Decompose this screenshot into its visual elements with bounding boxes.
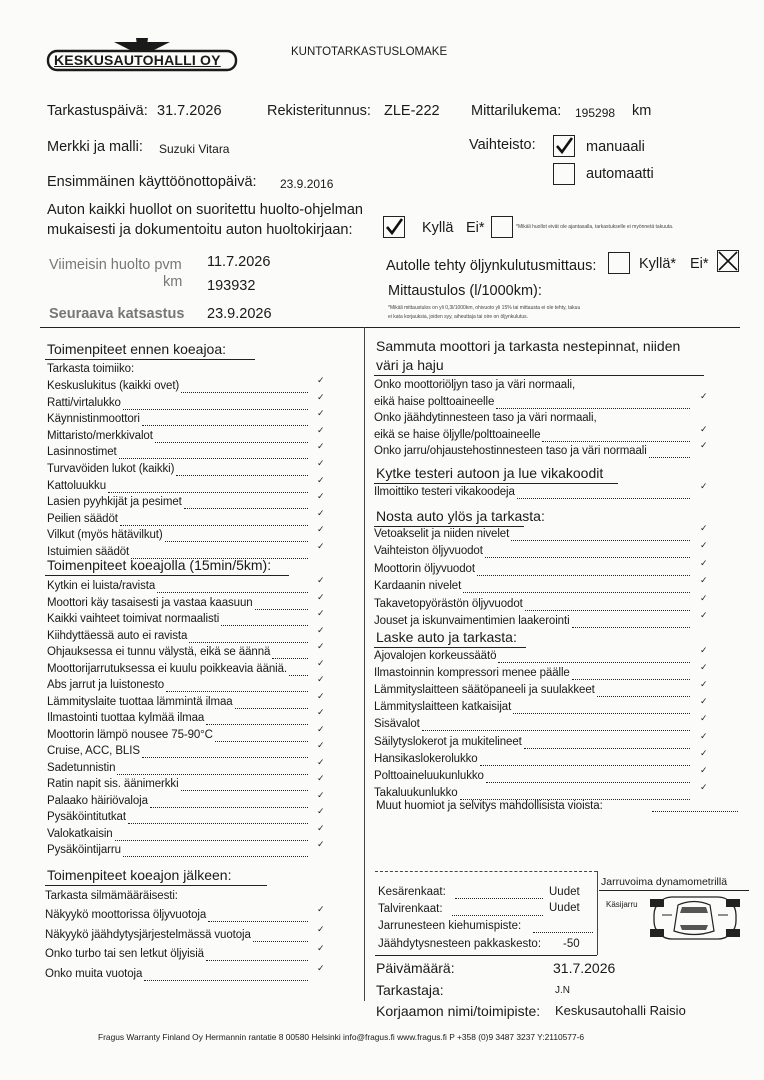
dot-leader [289, 675, 308, 676]
gearbox-auto-label: automaatti [586, 166, 654, 182]
dot-leader [485, 557, 690, 558]
service-question-line1: Auton kaikki huollot on suoritettu huolto-ohjelman [47, 202, 363, 218]
section-tester-underline [374, 483, 618, 484]
checklist-item: Ilmoittiko testeri vikakoodeja [374, 486, 515, 498]
section-lift-underline [374, 526, 524, 527]
section-during-drive: Toimenpiteet koeajolla (15min/5km): [47, 557, 272, 573]
checklist-item: Turvavöiden lukot (kaikki) [47, 463, 175, 475]
checkmark-icon: ✓ [317, 789, 325, 800]
checklist-item: Sisävalot [374, 718, 420, 731]
checkmark-icon: ✓ [317, 474, 325, 485]
dot-leader [572, 679, 690, 680]
checkmark-icon: ✓ [700, 592, 708, 603]
service-note: *Mikäli huollot eivät ole ajantasalla, tarkastukselle ei myönnetä takuuta. [516, 224, 674, 230]
dot-leader [120, 525, 308, 526]
section-during-drive-underline [45, 575, 289, 576]
section-after-drive-underline [45, 885, 267, 886]
dot-leader [253, 941, 308, 942]
dot-leader [235, 708, 308, 709]
tyre-block-right-rule [597, 871, 598, 955]
service-no-checkbox[interactable] [491, 216, 513, 238]
handbrake-label: Käsijarru [606, 900, 638, 909]
checkmark-icon: ✓ [317, 657, 325, 668]
checkmark-icon: ✓ [317, 575, 325, 585]
dot-leader [649, 457, 690, 458]
checklist-item: Ratin napit sis. äänimerkki [47, 778, 179, 790]
dot-leader [123, 856, 308, 857]
checklist-item: Jouset ja iskunvaimentimien laakerointi [374, 615, 570, 627]
service-yes-checkbox[interactable] [383, 216, 405, 238]
checkmark-icon: ✓ [317, 923, 325, 934]
checkmark-icon [384, 217, 404, 237]
dot-leader [123, 409, 308, 410]
checkmark-icon: ✓ [700, 679, 708, 690]
dot-leader [477, 575, 690, 576]
dot-leader [208, 921, 308, 922]
checklist-item: Onko jäähdytinnesteen taso ja väri normaali, [374, 412, 597, 424]
inspector-label: Tarkastaja: [376, 982, 444, 998]
last-service-km-label: km [163, 274, 183, 290]
checkmark-icon: ✓ [700, 696, 708, 707]
checklist-item: Hansikaslokerolukko [374, 752, 478, 765]
dot-leader [206, 724, 308, 725]
checkmark-icon: ✓ [317, 424, 325, 435]
checkmark-icon: ✓ [317, 773, 325, 783]
dot-leader [150, 807, 308, 808]
summer-tyres-value: Uudet [549, 886, 580, 898]
checklist-item: Kytkin ei luista/ravista [47, 580, 156, 592]
dot-leader [221, 625, 308, 626]
checklist-item: Moottori käy tasaisesti ja vastaa kaasuun [47, 596, 253, 609]
dot-leader [255, 609, 308, 610]
oil-yes-checkbox[interactable] [608, 252, 630, 274]
section-lift: Nosta auto ylös ja tarkasta: [376, 508, 545, 524]
coolant-value: -50 [563, 938, 580, 950]
dot-leader [525, 610, 690, 611]
dot-leader [115, 840, 308, 841]
checklist-item: eikä se haise öljylle/polttoaineelle [374, 428, 541, 441]
dot-leader [166, 691, 308, 692]
section-before-drive: Toimenpiteet ennen koeajoa: [47, 341, 227, 357]
checkmark-icon: ✓ [700, 662, 708, 673]
oil-no-label: Ei* [690, 256, 709, 272]
dot-leader [176, 475, 308, 476]
checkmark-icon: ✓ [317, 943, 325, 953]
inspection-date-value: 31.7.2026 [157, 103, 222, 119]
checklist-item: Moottorin lämpö nousee 75-90°C [47, 728, 213, 741]
checkmark-icon: ✓ [317, 756, 325, 767]
checklist-item: Sadetunnistin [47, 761, 116, 774]
checkmark-icon: ✓ [700, 557, 708, 568]
checkmark-icon: ✓ [317, 723, 325, 734]
last-service-label: Viimeisin huolto pvm [49, 257, 182, 273]
coolant-label: Jäähdytysnesteen pakkaskesto: [378, 938, 542, 950]
checklist-item: Näkyykö jäähdytysjärjestelmässä vuotoja [45, 928, 251, 941]
checklist-item: Kattoluukku [47, 479, 106, 492]
dot-leader [189, 642, 308, 643]
registration-value: ZLE-222 [384, 103, 440, 119]
checklist-item: Lämmityslaite tuottaa lämmintä ilmaa [47, 695, 233, 708]
checklist-item: Onko muita vuotoja [45, 967, 143, 980]
checklist-item: Polttoaineluukunlukko [374, 769, 484, 782]
dot-leader [155, 442, 308, 443]
checkmark-icon: ✓ [317, 408, 325, 419]
dot-leader [422, 730, 690, 731]
column-divider [364, 327, 365, 1001]
section-after-drive: Toimenpiteet koeajon jälkeen: [47, 867, 232, 883]
last-service-km-value: 193932 [207, 278, 256, 294]
checkmark-icon: ✓ [700, 440, 708, 450]
dot-leader [157, 592, 308, 593]
first-registration-value: 23.9.2016 [280, 177, 334, 191]
inspection-date-label: Tarkastuspäivä: [47, 103, 148, 119]
misc-notes-label: Muut huomiot ja selvitys mahdollisista vioista: [376, 800, 603, 812]
checklist-item: Vetoakselit ja niiden nivelet [374, 528, 510, 540]
checklist-item: Kaikki vaihteet toimivat normaalisti [47, 613, 220, 625]
sign-date-value: 31.7.2026 [553, 960, 616, 976]
dot-leader [542, 441, 690, 442]
misc-notes-dots [652, 811, 738, 812]
checkmark-icon: ✓ [317, 707, 325, 717]
checkmark-icon: ✓ [317, 624, 325, 635]
next-inspection-label: Seuraava katsastus [49, 306, 185, 322]
winter-tyres-dots [452, 915, 543, 916]
section-lower: Laske auto ja tarkasta: [376, 629, 517, 645]
checkmark-icon: ✓ [317, 441, 325, 452]
service-no-label: Ei* [466, 220, 485, 236]
checkmark-icon: ✓ [700, 423, 708, 434]
summer-tyres-dots [455, 898, 543, 899]
first-registration-label: Ensimmäinen käyttöönottopäivä: [47, 174, 257, 190]
dot-leader [165, 541, 308, 542]
checkmark-icon: ✓ [700, 481, 708, 491]
gearbox-manual-label: manuaali [586, 139, 645, 155]
checklist-item: Peilien säädöt [47, 512, 118, 525]
checklist-item: Ratti/virtalukko [47, 396, 121, 409]
section-divider [40, 327, 740, 328]
checkmark-icon: ✓ [317, 806, 325, 816]
dot-leader [511, 540, 690, 541]
checkmark-icon: ✓ [317, 822, 325, 833]
checklist-item: Cruise, ACC, BLIS [47, 745, 140, 757]
checkmark-icon: ✓ [317, 507, 325, 518]
registration-label: Rekisteritunnus: [267, 103, 371, 119]
service-yes-label: Kyllä [422, 220, 454, 236]
sign-date-label: Päivämäärä: [376, 960, 455, 976]
checklist-item: Takavetopyörästön öljyvuodot [374, 597, 523, 610]
make-model-label: Merkki ja malli: [47, 139, 143, 155]
dot-leader [272, 658, 308, 659]
checkmark-icon: ✓ [317, 391, 325, 402]
odometer-value: 195298 [575, 106, 616, 120]
dot-leader [117, 774, 308, 775]
checklist-item: Ilmastoinnin kompressori menee päälle [374, 667, 570, 680]
checkmark-icon: ✓ [317, 904, 325, 914]
checklist-item: Kardaanin nivelet [374, 580, 462, 593]
checklist-item: Vilkut (myös hätävilkut) [47, 529, 163, 542]
checkmark-icon: ✓ [317, 591, 325, 602]
dot-leader [144, 980, 308, 981]
odometer-unit: km [632, 103, 652, 119]
checklist-item: Mittaristo/merkkivalot [47, 429, 153, 442]
gearbox-label: Vaihteisto: [469, 137, 536, 153]
checklist-item: Ohjauksessa ei tunnu välystä, eikä se äännä [47, 646, 271, 658]
checkmark-icon: ✓ [317, 740, 325, 750]
checklist-item: Ilmastointi tuottaa kylmää ilmaa [47, 712, 205, 724]
dot-leader [572, 627, 690, 628]
last-service-date: 11.7.2026 [207, 254, 271, 270]
checklist-item: Onko jarru/ohjaustehostinnesteen taso ja väri normaali [374, 445, 647, 457]
dynamometer-title: Jarruvoima dynamometrillä [601, 876, 728, 888]
checkmark-icon: ✓ [317, 962, 325, 973]
dot-leader [513, 713, 690, 714]
before-drive-subtitle: Tarkasta toimiiko: [47, 363, 135, 375]
checklist-item: Keskuslukitus (kaikki ovet) [47, 380, 180, 392]
checkmark-icon: ✓ [700, 730, 708, 741]
summer-tyres-label: Kesärenkaat: [378, 886, 446, 898]
oil-note-line1: *Mikäli mittaustulos on yli 0,3l/1000km, ohivuoto yli 15% tai mittausta ei ole tehty, takuu [388, 305, 581, 311]
section-fluids-title-line1: Sammuta moottori ja tarkasta nestepinnat, niiden [376, 338, 681, 354]
checklist-item: Säilytyslokerot ja mukitelineet [374, 735, 522, 748]
next-inspection-value: 23.9.2026 [207, 306, 272, 322]
dot-leader [119, 458, 308, 459]
checklist-item: Kiihdyttäessä auto ei ravista [47, 629, 188, 642]
checkmark-icon: ✓ [700, 575, 708, 586]
dot-leader [463, 592, 690, 593]
checklist-item: Pysäköintijarru [47, 844, 121, 856]
brake-fluid-dots [533, 932, 593, 933]
dot-leader [496, 408, 690, 409]
section-fluids-underline [374, 375, 704, 376]
checklist-item: Valokatkaisin [47, 827, 113, 840]
form-title: KUNTOTARKASTUSLOMAKE [291, 46, 448, 58]
checklist-item: Moottorijarrutuksessa ei kuulu poikkeavia ääniä. [47, 662, 288, 675]
checklist-item: Lasien pyyhkijät ja pesimet [47, 496, 182, 509]
oil-no-checkbox[interactable] [717, 250, 739, 272]
checkmark-icon: ✓ [317, 674, 325, 684]
page-footer: Fragus Warranty Finland Oy Hermannin rantatie 8 00580 Helsinki info@fragus.fi www.fragus.fi P +358 (0)9 3487 3237 Y:2110577-6 [98, 1032, 585, 1042]
dot-leader [498, 662, 690, 663]
dot-leader [108, 492, 308, 493]
odometer-label: Mittarilukema: [471, 103, 562, 119]
checkmark-icon: ✓ [317, 541, 325, 551]
checklist-item: Onko turbo tai sen letkut öljyisiä [45, 948, 204, 960]
dot-leader [215, 741, 308, 742]
dot-leader [517, 498, 690, 499]
checkmark-icon: ✓ [700, 645, 708, 655]
logo-text: KESKUSAUTOHALLI OY [54, 52, 221, 68]
checkmark-icon: ✓ [700, 523, 708, 533]
workshop-label: Korjaamon nimi/toimipiste: [376, 1003, 541, 1019]
checkmark-icon: ✓ [317, 608, 325, 618]
checkmark-icon: ✓ [700, 747, 708, 758]
checkmark-icon: ✓ [700, 540, 708, 551]
workshop-value: Keskusautohalli Raisio [555, 1003, 686, 1018]
dot-leader [480, 765, 690, 766]
section-tester: Kytke testeri autoon ja lue vikakoodit [376, 465, 604, 481]
brake-fluid-label: Jarrunesteen kiehumispiste: [378, 920, 522, 932]
after-drive-subtitle: Tarkasta silmämääräisesti: [45, 890, 178, 902]
checkmark-icon: ✓ [317, 458, 325, 468]
checklist-item: Lämmityslaitteen säätöpaneeli ja suulakkeet [374, 684, 595, 697]
checklist-item: Lasinnostimet [47, 446, 117, 459]
checkmark-icon: ✓ [317, 641, 325, 651]
dot-leader [181, 392, 308, 393]
checkmark-icon: ✓ [700, 390, 708, 401]
company-logo [44, 36, 240, 74]
checklist-item: Abs jarrut ja luistonesto [47, 679, 165, 691]
checkmark-icon: ✓ [317, 690, 325, 701]
checklist-item: Vaihteiston öljyvuodot [374, 545, 483, 558]
checkmark-icon: ✓ [700, 781, 708, 792]
gearbox-auto-checkbox[interactable] [553, 163, 575, 185]
car-diagram-icon [648, 893, 742, 943]
checklist-item: Lämmityslaitteen katkaisijat [374, 701, 512, 714]
make-model-value: Suzuki Vitara [159, 142, 230, 156]
dot-leader [206, 960, 308, 961]
checklist-item: Onko moottoriöljyn taso ja väri normaali, [374, 379, 576, 391]
section-before-drive-underline [45, 359, 255, 360]
tyre-block-top-rule [375, 871, 597, 872]
checkmark-icon [554, 136, 574, 156]
checklist-item: Takaluukunlukko [374, 786, 458, 799]
dot-leader [184, 508, 308, 509]
dot-leader [524, 748, 690, 749]
tyre-block-bottom-rule [375, 955, 597, 956]
dot-leader [128, 823, 308, 824]
winter-tyres-label: Talvirenkaat: [378, 903, 443, 915]
checklist-item: eikä haise polttoaineelle [374, 395, 495, 408]
checkmark-icon: ✓ [317, 839, 325, 849]
checklist-item: Pysäköintitutkat [47, 811, 126, 823]
dot-leader [181, 790, 308, 791]
service-question-line2: mukaisesti ja dokumentoitu auton huoltokirjaan: [47, 222, 353, 238]
dot-leader [597, 696, 690, 697]
checkmark-icon: ✓ [317, 524, 325, 535]
oil-measurement-label: Autolle tehty öljynkulutusmittaus: [386, 258, 597, 274]
checklist-item: Moottorin öljyvuodot [374, 562, 475, 575]
checkmark-icon: ✓ [700, 713, 708, 724]
dot-leader [142, 757, 308, 758]
dot-leader [486, 782, 690, 783]
oil-note-line2: ei kata korjauksia, joiden syy, aiheuttaja tai oire on öljynkulutus. [388, 314, 528, 320]
checklist-item: Näkyykö moottorissa öljyvuotoja [45, 909, 207, 921]
section-fluids: väri ja haju [376, 357, 444, 373]
oil-yes-label: Kyllä* [639, 256, 677, 272]
gearbox-manual-checkbox[interactable] [553, 135, 575, 157]
checklist-item: Käynnistinmoottori [47, 413, 140, 426]
winter-tyres-value: Uudet [549, 902, 580, 914]
checklist-item: Palaako häiriövaloja [47, 794, 148, 807]
dot-leader [142, 425, 308, 426]
section-lower-underline [374, 647, 526, 648]
checkmark-icon: ✓ [700, 764, 708, 775]
inspector-value: J.N [555, 985, 570, 996]
dynamometer-underline [599, 890, 749, 891]
oil-result-label: Mittaustulos (l/1000km): [388, 283, 542, 299]
checklist-item: Ajovalojen korkeussäätö [374, 650, 497, 662]
checklist-item: Istuimien säädöt [47, 546, 130, 558]
checkmark-icon: ✓ [700, 610, 708, 620]
checkmark-icon: ✓ [317, 375, 325, 385]
cross-icon [718, 251, 738, 271]
checkmark-icon: ✓ [317, 491, 325, 502]
